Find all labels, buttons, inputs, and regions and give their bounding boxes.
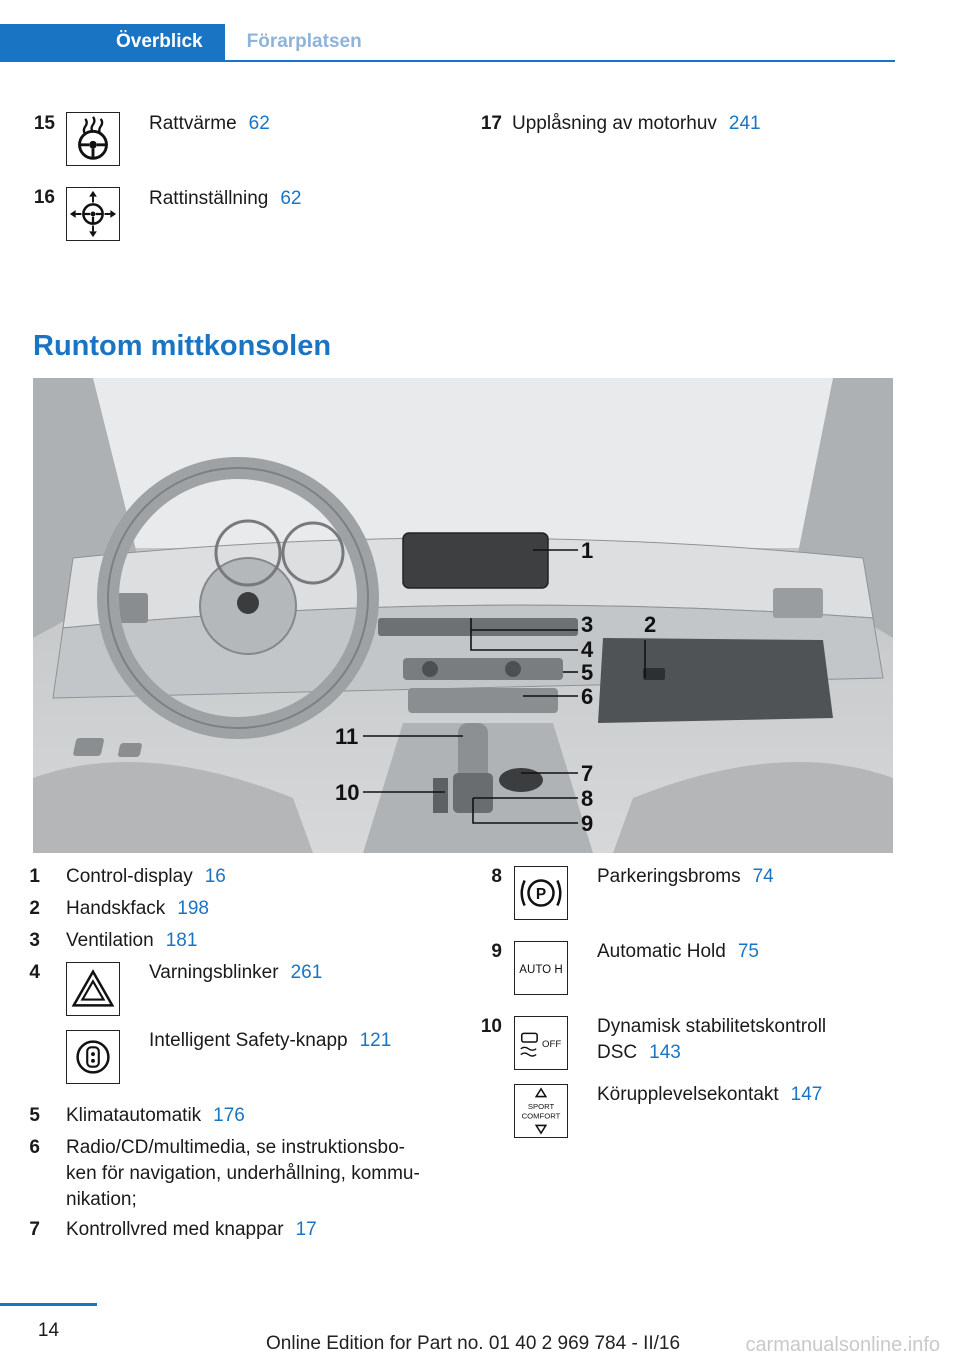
page-reference[interactable]: 143 (649, 1042, 681, 1063)
list-item: Upplåsning av motorhuv 241 (512, 113, 761, 134)
page-reference[interactable]: 147 (790, 1084, 823, 1105)
item-number: 17 (480, 113, 502, 134)
callout-number: 8 (581, 786, 594, 811)
callout-number: 10 (335, 780, 360, 805)
dashboard-illustration (33, 378, 893, 853)
page-reference[interactable]: 62 (248, 113, 270, 134)
page-reference[interactable]: 16 (204, 866, 226, 887)
item-number: 8 (491, 866, 502, 887)
list-item: Ventilation 181 (66, 930, 198, 951)
intelligent-safety-icon (66, 1030, 120, 1084)
parking-brake-icon (514, 866, 568, 920)
list-item: Klimatautomatik 176 (66, 1105, 245, 1126)
list-item: Automatic Hold 75 (597, 941, 759, 962)
header-tabs (0, 24, 895, 62)
list-item: Radio/CD/multimedia, se instruktionsbo- ken för navigation, underhållning, kommu- nikation; (66, 1137, 420, 1210)
list-item: Varningsblinker 261 (149, 962, 323, 983)
auto-hold-icon (514, 941, 568, 995)
driving-experience-switch-icon (514, 1084, 568, 1138)
item-number: 9 (491, 941, 502, 962)
item-number: 15 (33, 113, 55, 134)
item-number: 6 (29, 1137, 40, 1158)
list-item: Handskfack 198 (66, 898, 209, 919)
dsc-off-icon (514, 1016, 568, 1070)
svg-text:COMFORT: COMFORT (521, 1111, 561, 1121)
callout-number: 2 (644, 612, 657, 637)
hazard-warning-icon (66, 962, 120, 1016)
list-item: Dynamisk stabilitetskontroll DSC 143 (597, 1016, 827, 1063)
callout-number: 9 (581, 811, 594, 836)
page-reference[interactable]: 261 (290, 962, 323, 983)
section-title: Runtom mittkonsolen (33, 330, 332, 362)
item-number: 1 (29, 866, 40, 887)
steering-wheel-adjust-icon (66, 187, 120, 241)
svg-text:OFF: OFF (541, 1038, 562, 1050)
list-item: Parkeringsbroms 74 (597, 866, 774, 887)
callout-number: 4 (581, 637, 594, 662)
page-reference[interactable]: 198 (177, 898, 209, 919)
page-number: 14 (37, 1320, 60, 1341)
page-reference[interactable]: 181 (165, 930, 198, 951)
list-item: Rattvärme 62 (149, 113, 270, 134)
item-number: 10 (480, 1016, 502, 1037)
callout-number: 11 (335, 724, 359, 749)
tab-drivers-seat[interactable]: Förarplatsen (246, 31, 362, 52)
footer-accent-line (0, 1303, 97, 1306)
edition-info: Online Edition for Part no. 01 40 2 969 784 - II/16 (266, 1333, 681, 1354)
list-item: Kontrollvred med knappar 17 (66, 1219, 317, 1240)
page-reference[interactable]: 121 (359, 1030, 392, 1051)
svg-text:AUTO H: AUTO H (519, 963, 563, 976)
list-item: Control-display 16 (66, 866, 226, 887)
svg-text:P: P (535, 885, 547, 903)
item-number: 5 (29, 1105, 40, 1126)
item-number: 3 (29, 930, 40, 951)
item-number: 16 (33, 187, 55, 208)
watermark: carmanualsonline.info (745, 1334, 940, 1356)
steering-wheel-heating-icon (66, 112, 120, 166)
page-reference[interactable]: 17 (295, 1219, 317, 1240)
page-reference[interactable]: 241 (728, 113, 761, 134)
callout-number: 1 (581, 538, 594, 563)
item-number: 2 (29, 898, 40, 919)
page-reference[interactable]: 62 (280, 188, 302, 209)
svg-text:SPORT: SPORT (527, 1102, 555, 1112)
item-number: 4 (29, 962, 40, 983)
list-item: Intelligent Safety-knapp 121 (149, 1030, 392, 1051)
callout-number: 3 (581, 612, 594, 637)
callout-number: 6 (581, 684, 594, 709)
callout-number: 7 (581, 761, 594, 786)
item-number: 7 (29, 1219, 40, 1240)
callout-number: 5 (581, 660, 594, 685)
list-item: Körupplevelsekontakt 147 (597, 1084, 823, 1105)
page-reference[interactable]: 176 (213, 1105, 245, 1126)
tab-overview[interactable]: Överblick (0, 24, 225, 60)
page-reference[interactable]: 75 (737, 941, 759, 962)
list-item: Rattinställning 62 (149, 188, 302, 209)
page-reference[interactable]: 74 (752, 866, 774, 887)
